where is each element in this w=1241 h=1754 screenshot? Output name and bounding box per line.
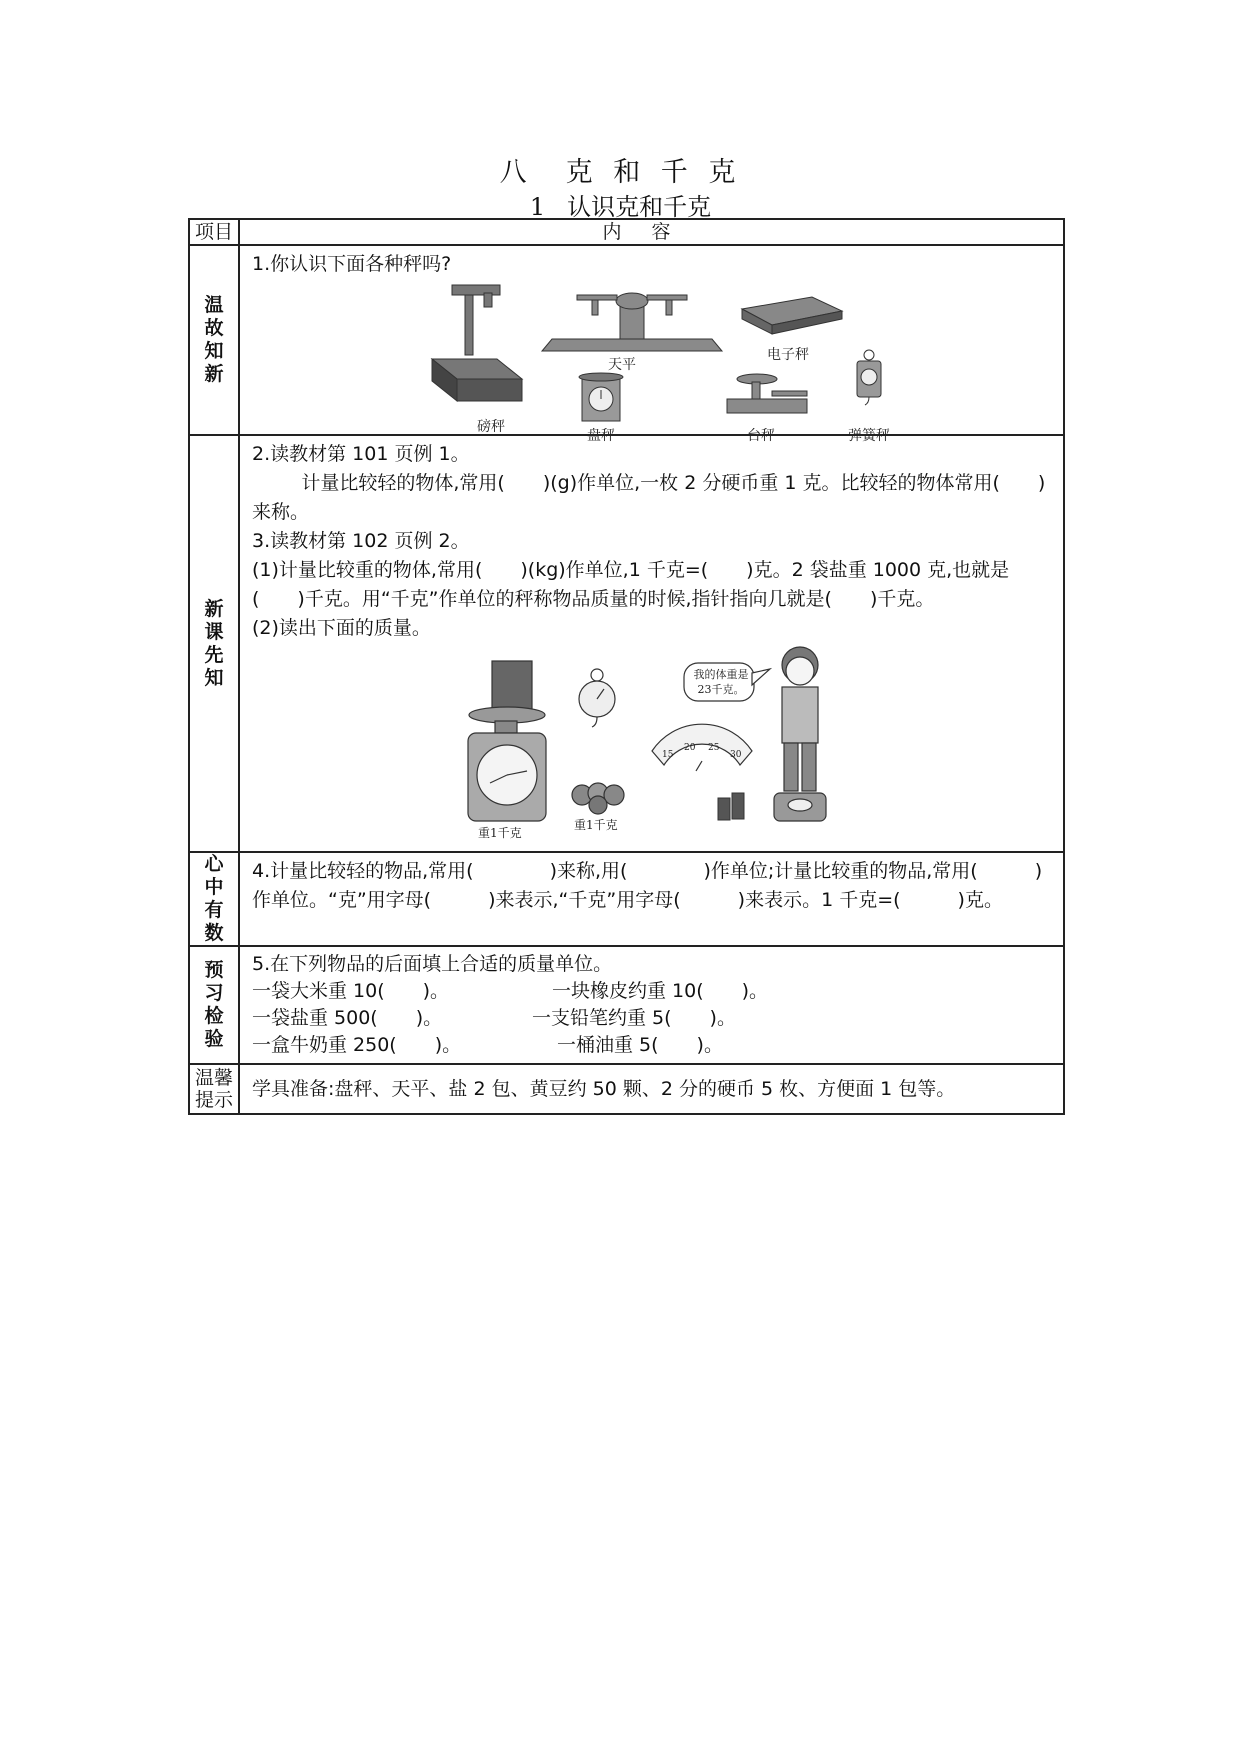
electronic-scale-icon <box>742 297 842 334</box>
shoes-icon <box>718 793 744 820</box>
tip-text: 学具准备:盘秤、天平、盐 2 包、黄豆约 50 颗、2 分的硬币 5 枚、方便面 1 包等。 <box>252 1077 956 1100</box>
counter-scale-icon <box>727 374 807 413</box>
newlesson-content <box>239 435 1064 852</box>
mass-illustration <box>252 643 1072 833</box>
hanging-scale-icon <box>572 669 624 814</box>
caption-pancheng: 盘秤 <box>587 428 615 444</box>
lesson-table <box>188 218 1065 1115</box>
preview-row-2: 一袋盐重 500( )。 一支铅笔约重 5( )。 <box>252 1007 736 1029</box>
dial-tick-15: 15 <box>662 750 674 760</box>
chapter-title: 八 克 和 千 克 <box>499 157 742 188</box>
newlesson-label: 新 课 先 知 <box>189 435 239 852</box>
question-2-text: 计量比较轻的物体,常用( )(g)作单位,一枚 2 分硬币重 1 克。比较轻的物体常用( )来称。 <box>252 472 1046 523</box>
lesson-title: 认识克和千克 <box>567 193 712 221</box>
caption-speech: 我的体重是23千克。 <box>693 668 749 696</box>
header-item: 项目 <box>189 219 239 245</box>
preview-row-3: 一盒牛奶重 250( )。 一桶油重 5( )。 <box>252 1034 723 1056</box>
question-3-2: (2)读出下面的质量。 <box>252 617 431 639</box>
dial-tick-25: 25 <box>708 743 720 753</box>
scales-illustration <box>252 279 1072 429</box>
caption-taicheng: 台秤 <box>747 428 775 444</box>
spring-scale-icon <box>857 350 881 405</box>
scales-figure <box>252 279 1053 444</box>
dial-tick-30: 30 <box>730 750 742 760</box>
question-2: 2.读教材第 101 页例 1。 <box>252 443 470 465</box>
question-4: 4.计量比较轻的物品,常用( )来称,用( )作单位;计量比较重的物品,常用( )作单位。“克”用字母( )来表示,“千克”用字母( )来表示。1 千克=( )克。 <box>252 860 1043 911</box>
preview-row-1: 一袋大米重 10( )。 一块橡皮约重 10( )。 <box>252 980 769 1002</box>
caption-tanhuangcheng: 弹簧秤 <box>848 428 890 444</box>
newlesson-row <box>189 435 1064 852</box>
caption-left-1kg: 重1千克 <box>478 826 522 840</box>
tip-row <box>189 1064 1064 1114</box>
boy-on-scale-icon <box>774 647 826 821</box>
caption-tianping: 天平 <box>608 357 636 373</box>
bag-on-scale-icon <box>468 661 546 821</box>
platform-scale-icon <box>432 285 522 401</box>
header-content: 内容 <box>239 219 1064 245</box>
lesson-title-line <box>0 187 1241 222</box>
mass-figure <box>252 643 1053 840</box>
preview-label: 预 习 检 验 <box>189 946 239 1064</box>
caption-bangcheng: 磅秤 <box>477 419 505 435</box>
question-3: 3.读教材第 102 页例 2。 <box>252 530 470 552</box>
tip-content <box>239 1064 1064 1114</box>
tip-label: 温馨 提示 <box>189 1064 239 1114</box>
question-1: 1.你认识下面各种秤吗? <box>252 253 452 275</box>
dial-tick-20: 20 <box>684 743 696 753</box>
review-label: 温 故 知 新 <box>189 245 239 435</box>
dial-scale-icon <box>579 373 623 421</box>
mind-content <box>239 852 1064 946</box>
caption-middle-1kg: 重1千克 <box>574 818 618 832</box>
review-content <box>239 245 1064 444</box>
table-header-row <box>189 219 1064 245</box>
question-5: 5.在下列物品的后面填上合适的质量单位。 <box>252 953 613 975</box>
preview-row <box>189 946 1064 1064</box>
preview-content <box>239 946 1064 1064</box>
review-row <box>189 245 1064 435</box>
caption-dianzicheng: 电子秤 <box>767 347 809 363</box>
lesson-number: 1 <box>529 193 546 221</box>
mind-label: 心 中 有 数 <box>189 852 239 946</box>
mind-row <box>189 852 1064 946</box>
question-3-1: (1)计量比较重的物体,常用( )(kg)作单位,1 千克=( )克。2 袋盐重 1000 克,也就是( )千克。用“千克”作单位的秤称物品质量的时候,指针指向几就是( )千克。 <box>252 559 1010 610</box>
balance-icon <box>542 293 722 351</box>
